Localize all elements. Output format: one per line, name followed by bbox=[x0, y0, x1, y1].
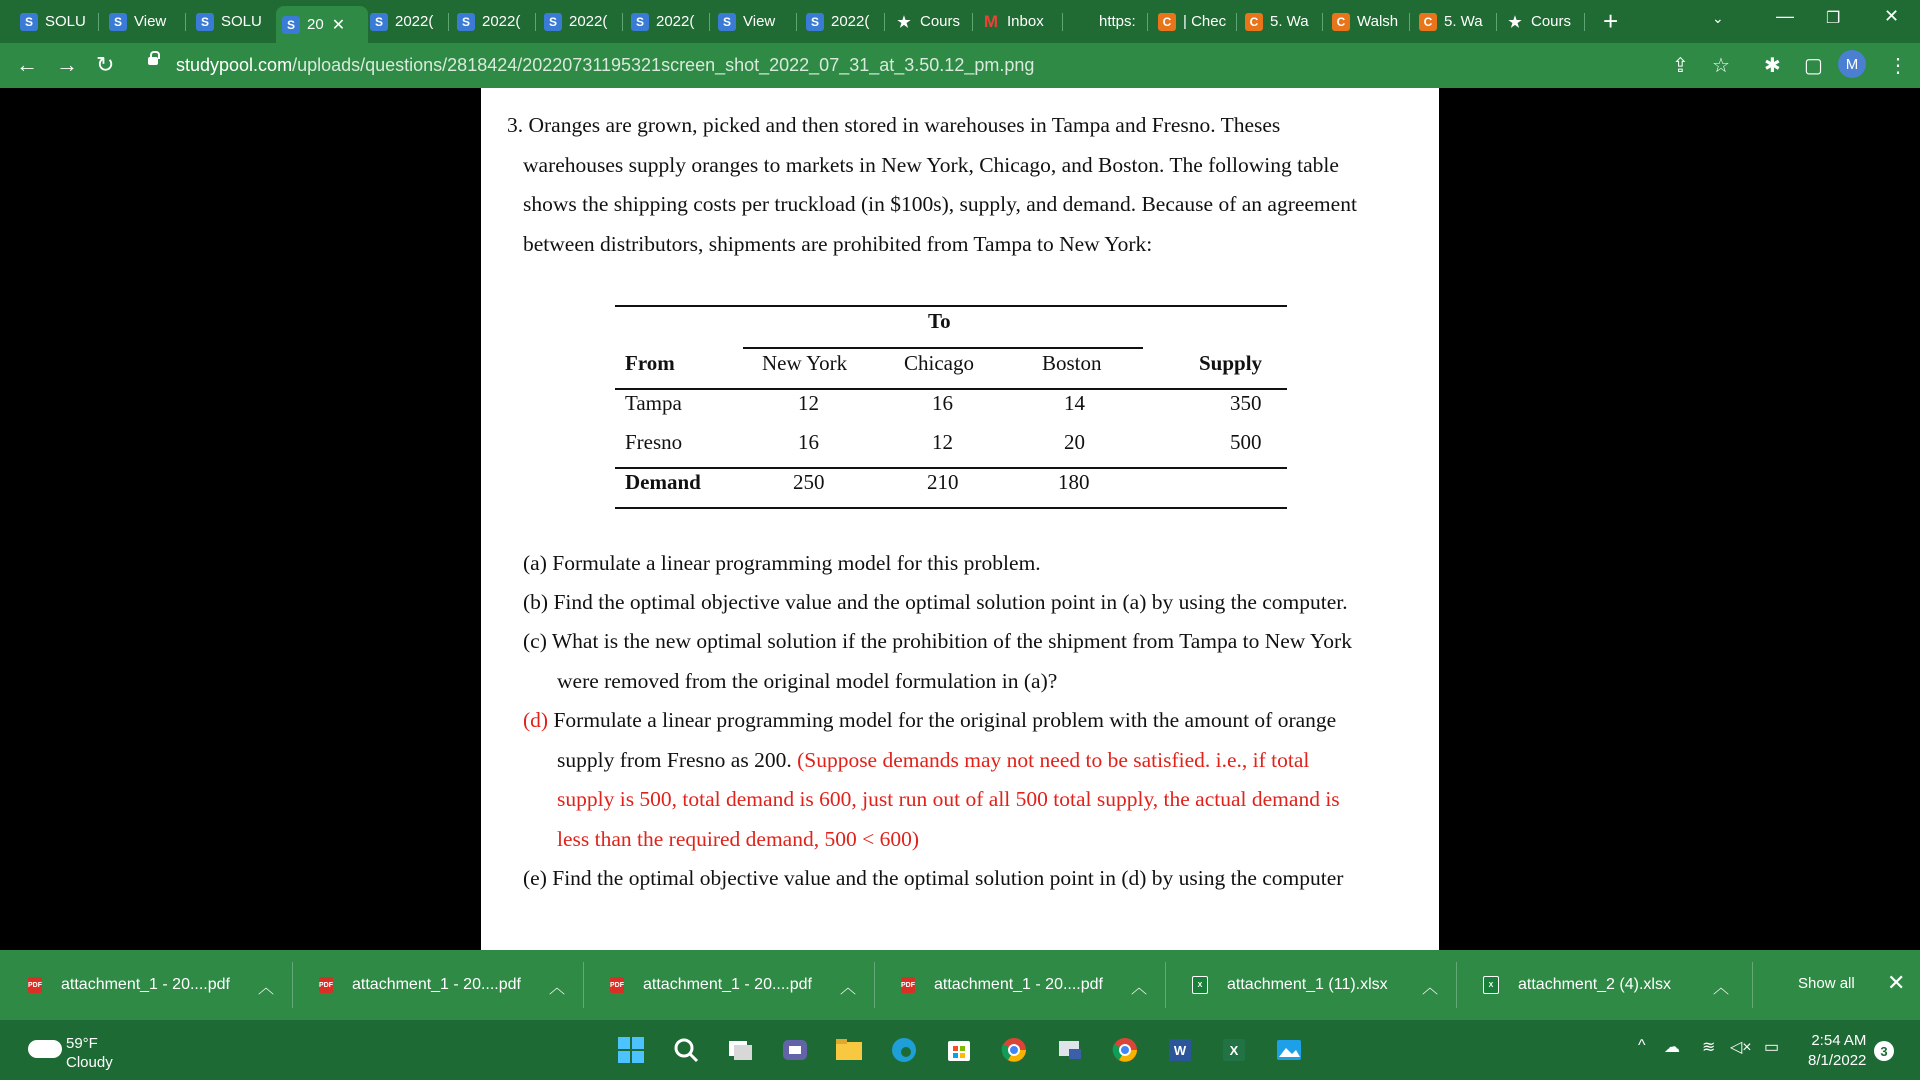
close-window-icon[interactable]: ✕ bbox=[1884, 6, 1900, 26]
file-explorer-icon[interactable] bbox=[834, 1035, 864, 1065]
question-c: (c) What is the new optimal solution if the prohibition of the shipment from Tampa to New York were removed from the original model formulation in (a)? bbox=[523, 629, 1352, 693]
intro-paragraph: 3. Oranges are grown, picked and then stored in warehouses in Tampa and Fresno. Theses warehouses supply oranges to markets in New York, Chicago, and Boston. The following table shows the shipping costs per truckload (in $100s), supply, and demand. Because of an agreement between distributors, shipments are prohibited from Tampa to New York: bbox=[507, 113, 1357, 256]
search-icon[interactable] bbox=[671, 1035, 701, 1065]
pdf-file-icon: PDF bbox=[28, 977, 42, 993]
tab-separator bbox=[185, 13, 186, 31]
tab-16[interactable]: C Walsh bbox=[1332, 8, 1402, 35]
to-rule bbox=[743, 347, 1143, 349]
tab-separator bbox=[972, 13, 973, 31]
tab-strip bbox=[0, 0, 1920, 43]
cell-fresno-supply: 500 bbox=[1230, 430, 1262, 454]
close-shelf-icon[interactable]: ✕ bbox=[1887, 970, 1906, 995]
studypool-icon: S bbox=[718, 13, 736, 31]
question-e: (e) Find the optimal objective value and the optimal solution point in (d) by using the computer bbox=[523, 866, 1344, 890]
tab-separator bbox=[796, 13, 797, 31]
clock[interactable]: 2:54 AM 8/1/2022 bbox=[1808, 1032, 1867, 1069]
studypool-icon: S bbox=[806, 13, 824, 31]
tab-separator bbox=[884, 13, 885, 31]
tab-separator bbox=[1322, 13, 1323, 31]
app-icon[interactable] bbox=[1055, 1035, 1085, 1065]
extensions-puzzle-icon[interactable]: ✱ bbox=[1764, 55, 1781, 77]
tab-3[interactable]: S SOLU bbox=[196, 8, 268, 35]
tab-17[interactable]: C 5. Wa bbox=[1419, 8, 1489, 35]
star-icon: ★ bbox=[1508, 13, 1522, 31]
col-supply: Supply bbox=[1199, 351, 1263, 375]
close-tab-icon[interactable]: ✕ bbox=[331, 16, 346, 34]
col-boston: Boston bbox=[1042, 351, 1102, 375]
download-separator bbox=[1165, 962, 1166, 1008]
studypool-icon: S bbox=[631, 13, 649, 31]
menu-kebab-icon[interactable]: ⋮ bbox=[1888, 55, 1908, 77]
pdf-file-icon: PDF bbox=[319, 977, 333, 993]
wifi-icon[interactable]: ≋ bbox=[1702, 1039, 1716, 1056]
new-tab-button[interactable]: + bbox=[1603, 6, 1619, 36]
excel-icon[interactable] bbox=[1219, 1035, 1249, 1065]
pdf-file-icon: PDF bbox=[610, 977, 624, 993]
table-rule-header bbox=[615, 388, 1287, 390]
studypool-icon: S bbox=[282, 16, 300, 34]
tab-separator bbox=[448, 13, 449, 31]
cell-tampa-new-york: 12 bbox=[798, 391, 819, 415]
studypool-icon: S bbox=[109, 13, 127, 31]
tab-9[interactable]: S View bbox=[718, 8, 788, 35]
volume-muted-icon[interactable]: ◁× bbox=[1730, 1039, 1752, 1056]
chevron-up-icon[interactable]: ︿ bbox=[1713, 980, 1730, 997]
chevron-up-icon[interactable]: ︿ bbox=[1131, 980, 1148, 997]
cell-demand-new-york: 250 bbox=[793, 470, 825, 494]
address-bar[interactable] bbox=[134, 48, 1734, 82]
pdf-file-icon: PDF bbox=[901, 977, 915, 993]
bookmark-star-icon[interactable]: ☆ bbox=[1712, 55, 1730, 77]
weather-widget[interactable]: 59°F Cloudy bbox=[28, 1034, 113, 1072]
task-view-icon[interactable] bbox=[725, 1035, 755, 1065]
cell-fresno-boston: 20 bbox=[1064, 430, 1085, 454]
tab-18[interactable]: ★ Cours bbox=[1506, 8, 1576, 35]
download-separator bbox=[1456, 962, 1457, 1008]
download-item[interactable]: PDF attachment_1 - 20....pdf bbox=[610, 976, 812, 993]
battery-icon[interactable]: ▭ bbox=[1764, 1039, 1780, 1056]
show-hidden-icons-icon[interactable]: ^ bbox=[1638, 1037, 1646, 1054]
tab-separator bbox=[1584, 13, 1585, 31]
row-demand-name: Demand bbox=[625, 470, 701, 494]
tab-8[interactable]: S 2022( bbox=[631, 8, 701, 35]
tab-separator bbox=[1496, 13, 1497, 31]
tab-separator bbox=[535, 13, 536, 31]
cell-tampa-supply: 350 bbox=[1230, 391, 1262, 415]
table-rule-demand bbox=[615, 467, 1287, 469]
profile-avatar[interactable]: M bbox=[1838, 50, 1866, 78]
restore-icon[interactable]: ❐ bbox=[1826, 10, 1841, 27]
downloads-shelf bbox=[0, 950, 1920, 1020]
excel-file-icon: X bbox=[1192, 976, 1208, 994]
studypool-icon: S bbox=[20, 13, 38, 31]
page-viewport bbox=[0, 88, 1920, 950]
download-separator bbox=[583, 962, 584, 1008]
windows-taskbar bbox=[0, 1020, 1920, 1080]
cell-fresno-chicago: 12 bbox=[932, 430, 953, 454]
studypool-icon: S bbox=[544, 13, 562, 31]
chevron-up-icon[interactable]: ︿ bbox=[840, 980, 857, 997]
tab-6[interactable]: S 2022( bbox=[457, 8, 527, 35]
minimize-icon[interactable]: — bbox=[1776, 6, 1794, 26]
table-rule-top bbox=[615, 305, 1287, 307]
teams-chat-icon[interactable] bbox=[780, 1035, 810, 1065]
table-rule-bottom bbox=[615, 507, 1287, 509]
download-separator bbox=[1752, 962, 1753, 1008]
chevron-up-icon[interactable]: ︿ bbox=[258, 980, 275, 997]
tab-14[interactable]: C | Chec bbox=[1158, 8, 1228, 35]
studypool-icon: S bbox=[457, 13, 475, 31]
tab-separator bbox=[622, 13, 623, 31]
svg-text:X: X bbox=[1229, 1043, 1239, 1058]
question-d: (d) Formulate a linear programming model for the original problem with the amount of orange supply from Fresno as 200. (Suppose demands may not need to be satisfied. i.e., if total supply is 500, total demand is 600, just run out of all 500 total supply, the actual demand is less than the required demand, 500 < 600) bbox=[523, 708, 1340, 851]
chrome-profile-icon[interactable] bbox=[1110, 1035, 1140, 1065]
tab-separator bbox=[1409, 13, 1410, 31]
download-item[interactable]: X attachment_2 (4).xlsx bbox=[1483, 965, 1671, 1005]
download-item[interactable]: PDF attachment_1 - 20....pdf bbox=[319, 976, 521, 993]
chegg-icon: C bbox=[1158, 13, 1176, 31]
store-icon[interactable] bbox=[944, 1035, 974, 1065]
row-fresno-name: Fresno bbox=[625, 430, 683, 454]
to-header: To bbox=[928, 309, 951, 333]
cell-tampa-boston: 14 bbox=[1064, 391, 1085, 415]
tab-separator bbox=[1147, 13, 1148, 31]
chegg-icon: C bbox=[1419, 13, 1437, 31]
windows-start-icon[interactable] bbox=[616, 1035, 646, 1065]
lock-icon[interactable] bbox=[148, 57, 158, 65]
excel-file-icon: X bbox=[1483, 976, 1499, 994]
show-all-button[interactable]: Show all bbox=[1798, 975, 1855, 992]
tab-separator bbox=[1062, 13, 1063, 31]
from-header: From bbox=[625, 351, 675, 375]
col-chicago: Chicago bbox=[904, 351, 974, 375]
gmail-icon: M bbox=[983, 11, 999, 31]
tab-1[interactable]: S SOLU bbox=[20, 8, 90, 35]
side-panel-icon[interactable]: ▢ bbox=[1804, 55, 1823, 77]
cell-fresno-new-york: 16 bbox=[798, 430, 819, 454]
tab-11[interactable]: ★ Cours bbox=[895, 8, 965, 35]
download-item[interactable]: X attachment_1 (11).xlsx bbox=[1192, 965, 1388, 1005]
studypool-icon: S bbox=[370, 13, 388, 31]
tab-active[interactable]: S 20 ✕ bbox=[276, 6, 368, 43]
photos-icon[interactable] bbox=[1274, 1035, 1304, 1065]
chegg-icon: C bbox=[1332, 13, 1350, 31]
tab-15[interactable]: C 5. Wa bbox=[1245, 8, 1315, 35]
onedrive-icon[interactable]: ☁ bbox=[1664, 1039, 1680, 1056]
forward-icon[interactable]: → bbox=[56, 52, 78, 77]
cloud-icon bbox=[28, 1040, 62, 1058]
question-image bbox=[481, 88, 1439, 950]
tab-separator bbox=[709, 13, 710, 31]
tab-separator bbox=[1236, 13, 1237, 31]
tab-12[interactable]: M Inbox bbox=[983, 11, 1044, 31]
chevron-up-icon[interactable]: ︿ bbox=[549, 980, 566, 997]
question-a: (a) Formulate a linear programming model for this problem. bbox=[523, 551, 1041, 575]
row-tampa-name: Tampa bbox=[625, 391, 682, 415]
cell-demand-chicago: 210 bbox=[927, 470, 959, 494]
tab-5[interactable]: S 2022( bbox=[370, 8, 440, 35]
download-item[interactable]: PDF attachment_1 - 20....pdf bbox=[901, 976, 1103, 993]
cell-demand-boston: 180 bbox=[1058, 470, 1090, 494]
download-item[interactable]: PDF attachment_1 - 20....pdf bbox=[28, 976, 230, 993]
edge-icon[interactable] bbox=[889, 1035, 919, 1065]
studypool-icon: S bbox=[196, 13, 214, 31]
chevron-up-icon[interactable]: ︿ bbox=[1422, 980, 1439, 997]
browser-toolbar bbox=[0, 43, 1920, 88]
tab-13[interactable]: https: bbox=[1099, 13, 1136, 30]
question-b: (b) Find the optimal objective value and the optimal solution point in (a) by using the computer. bbox=[523, 590, 1348, 614]
star-icon: ★ bbox=[897, 13, 911, 31]
tab-10[interactable]: S 2022( bbox=[806, 8, 876, 35]
cell-tampa-chicago: 16 bbox=[932, 391, 953, 415]
chegg-icon: C bbox=[1245, 13, 1263, 31]
tab-2[interactable]: S View bbox=[109, 8, 173, 35]
tab-search-icon[interactable]: ⌄ bbox=[1712, 10, 1724, 26]
reload-icon[interactable]: ↻ bbox=[96, 52, 115, 77]
tab-separator bbox=[98, 13, 99, 31]
download-separator bbox=[292, 962, 293, 1008]
chrome-icon[interactable] bbox=[999, 1035, 1029, 1065]
url-text[interactable]: studypool.com/uploads/questions/2818424/20220731195321screen_shot_2022_07_31_at_3.50.12_pm.png bbox=[176, 55, 1035, 75]
back-icon[interactable]: ← bbox=[16, 52, 38, 77]
download-separator bbox=[874, 962, 875, 1008]
svg-text:W: W bbox=[1173, 1043, 1187, 1058]
word-icon[interactable] bbox=[1165, 1035, 1195, 1065]
notification-badge[interactable]: 3 bbox=[1874, 1041, 1894, 1061]
tab-7[interactable]: S 2022( bbox=[544, 8, 614, 35]
col-new-york: New York bbox=[762, 351, 848, 375]
share-icon[interactable]: ⇪ bbox=[1672, 55, 1689, 77]
